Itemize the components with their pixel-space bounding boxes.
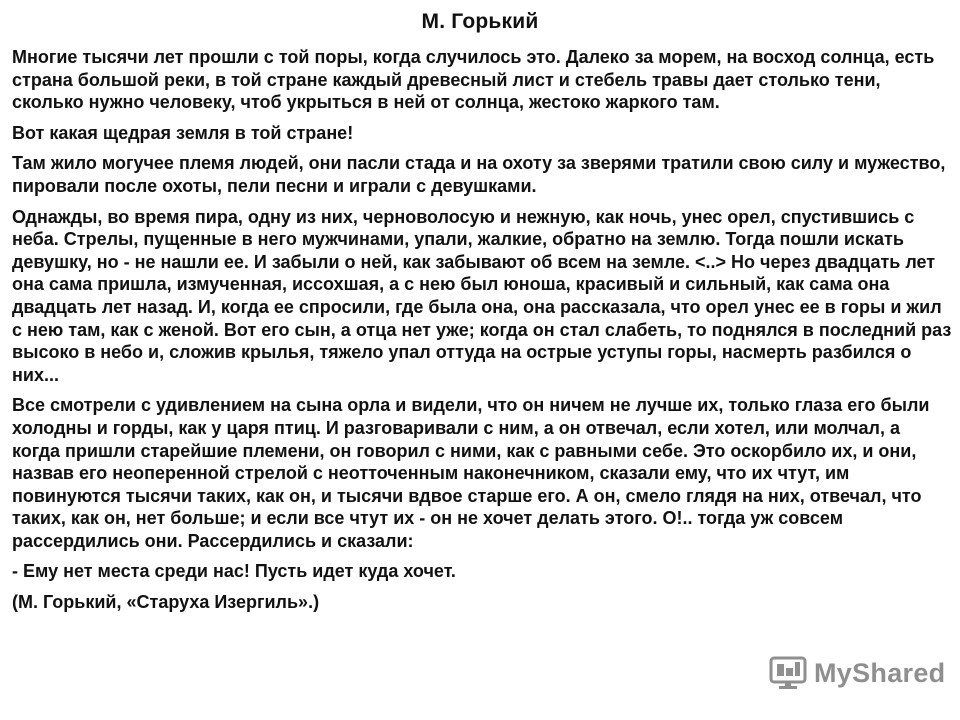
paragraph-6: - Ему нет места среди нас! Пусть идет куда хочет. [12,561,456,582]
page-title: М. Горький [421,10,539,33]
watermark [768,655,945,691]
paragraph-7: (М. Горький, «Старуха Изергиль».) [12,592,320,613]
body-text [12,46,952,622]
myshared-logo-icon [768,655,810,691]
watermark-text: MyShared [814,657,946,688]
paragraph-2: Вот какая щедрая земля в той стране! [12,122,354,143]
paragraph-4: Однажды, во время пира, одну из них, черноволосую и нежную, как ночь, унес орел, спустившись с неба. Стрелы, пущенные в него мужчинами, упали, жалкие, обратно на землю. Тогда пошли искать девушку, но - не нашли ее. И забыли о ней, как забывают об всем на земле. <..> Но через двадцать лет она сама пришла, измученная, иссохшая, а с нею был юноша, красивый и сильный, как сама она двадцать лет назад. И, когда ее спросили, где была она, она рассказала, что орел унес ее в горы и жил с нею там, как с женой. Вот его сын, а отца нет уже; когда он стал слабеть, то поднялся в последний раз высоко в небо и, сложив крылья, тяжело упал оттуда на острые уступы горы, насмерть разбился о них... [12,206,952,385]
paragraph-3: Там жило могучее племя людей, они пасли стада и на охоту за зверями тратили свою силу и мужество, пировали после охоты, пели песни и играли с девушками. [12,153,946,196]
paragraph-5: Все смотрели с удивлением на сына орла и видели, что он ничем не лучше их, только глаза его были холодны и горды, как у царя птиц. И разговаривали с ним, а он отвечал, если хотел, или молчал, а когда пришли старейшие племени, он говорил с ними, как с равными себе. Это оскорбило их, и они, назвав его неоперенной стрелой с неотточенным наконечником, сказали ему, что их чтут, им повинуются тысячи таких, как он, и тысячи вдвое старше его. А он, смело глядя на них, отвечал, что таких, как он, нет больше; и если все чтут их - он не хочет делать этого. О!.. тогда уж совсем рассердились они. Рассердились и сказали: [12,395,930,551]
paragraph-1: Многие тысячи лет прошли с той поры, когда случилось это. Далеко за морем, на восход солнца, есть страна большой реки, в той стране каждый древесный лист и стебель травы дает столько тени, сколько нужно человеку, чтоб укрыться в ней от солнца, жестоко жаркого там. [12,47,935,113]
